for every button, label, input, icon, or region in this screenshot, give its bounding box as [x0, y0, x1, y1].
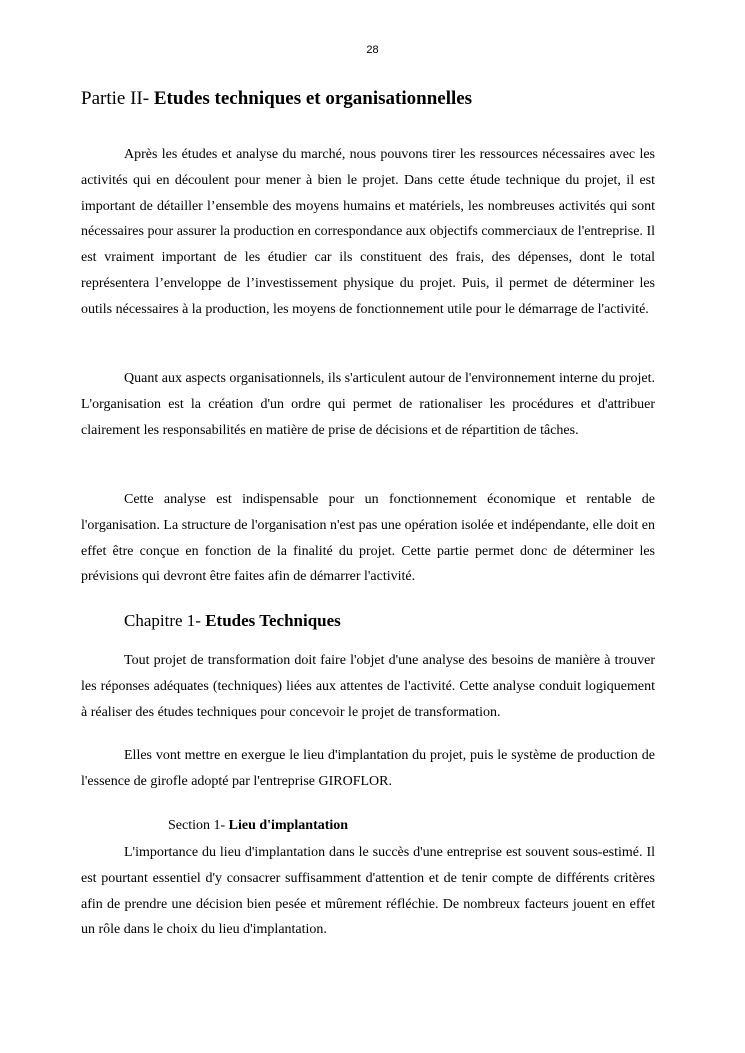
chapter-paragraph: Elles vont mettre en exergue le lieu d'implantation du projet, puis le système de production de l'essence de girofle adopté par l'entreprise GIROFLOR. — [81, 748, 655, 789]
part-title-text: Etudes techniques et organisationnelles — [153, 88, 473, 109]
intro-paragraph: Après les études et analyse du marché, nous pouvons tirer les ressources nécessaires avec les activités qui en découlent pour mener à bien le projet. Dans cette étude technique du projet, il est important de détailler l’ensemble des moyens humains et matériels, les nombreuses activités qui sont nécessaires pour assurer la production en correspondance aux objectifs commerciaux de l'entreprise. Il est vraiment important de les étudier car ils constituent des frais, des dépenses, dont le total représentera l’enveloppe de l’investissement physique du projet. Puis, il permet de déterminer les outils nécessaires à la production, les moyens de fonctionnement utile pour le démarrage de l'activité. — [81, 147, 655, 317]
chapter-prefix: Chapitre 1- — [124, 611, 206, 630]
intro-paragraph: Cette analyse est indispensable pour un fonctionnement économique et rentable de l'organisation. La structure de l'organisation n'est pas une opération isolée et indépendante, elle doit en effet être conçue en fonction de la finalité du projet. Cette partie permet donc de déterminer les prévisions qui devront être faites afin de démarrer l'activité. — [81, 492, 655, 585]
intro-paragraph: Quant aux aspects organisationnels, ils s'articulent autour de l'environnement interne du projet. L'organisation est la création d'un ordre qui permet de rationaliser les procédures et d'attribuer clairement les responsabilités en matière de prise de décisions et de répartition de tâches. — [81, 371, 655, 438]
section-title-text: Lieu d'implantation — [228, 818, 349, 833]
page-number: 28 — [366, 44, 379, 56]
section-paragraph: L'importance du lieu d'implantation dans le succès d'une entreprise est souvent sous-estimé. Il est pourtant essentiel d'y consacrer suffisamment d'attention et de tenir compte de différents critères afin de prendre une décision bien pesée et mûrement réfléchie. De nombreux facteurs jouent en effet un rôle dans le choix du lieu d'implantation. — [81, 845, 655, 938]
section-prefix: Section 1- — [168, 818, 229, 833]
chapter-title — [124, 611, 341, 631]
part-title — [81, 88, 472, 110]
chapter-title-text: Etudes Techniques — [205, 611, 341, 630]
section-title — [168, 818, 348, 834]
chapter-paragraph: Tout projet de transformation doit faire l'objet d'une analyse des besoins de manière à trouver les réponses adéquates (techniques) liées aux attentes de l'activité. Cette analyse conduit logiquement à réaliser des études techniques pour concevoir le projet de transformation. — [81, 653, 655, 720]
part-prefix: Partie II- — [81, 88, 154, 109]
